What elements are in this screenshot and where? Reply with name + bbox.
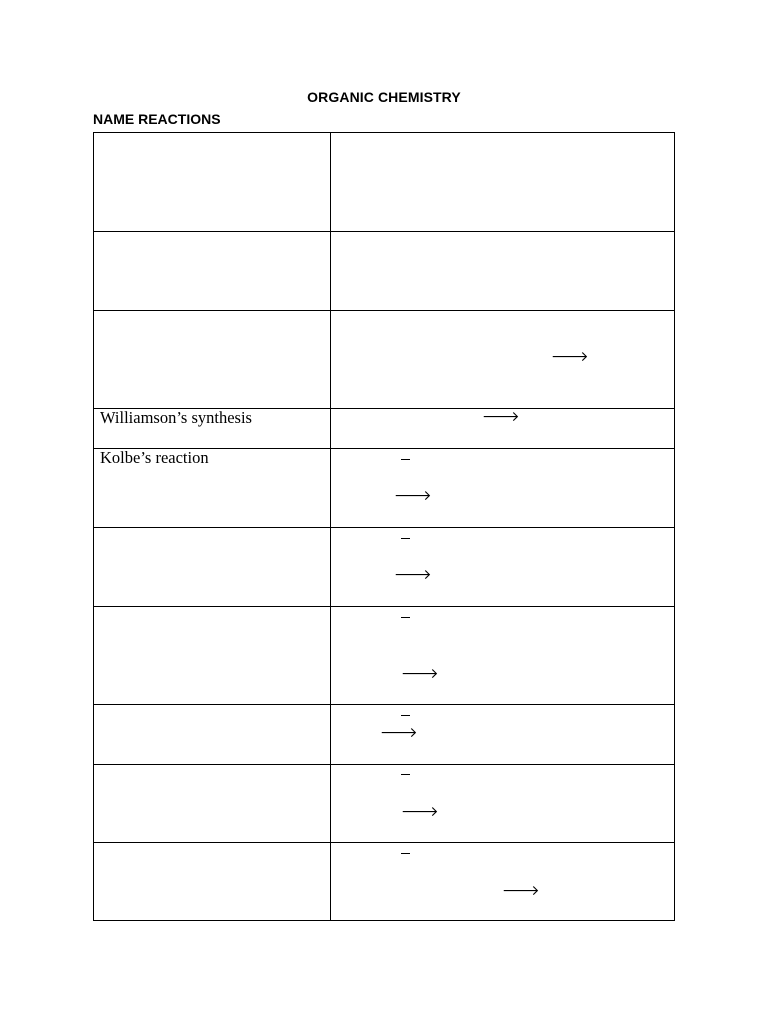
section-heading: NAME REACTIONS [93,111,221,127]
reaction-arrow-icon: 🡒 [502,883,540,899]
minus-sign-icon [401,538,410,539]
reaction-arrow-icon: 🡒 [380,725,418,741]
name-reactions-table [93,132,675,921]
row-divider [94,310,674,311]
reaction-arrow-icon: 🡒 [394,567,432,583]
row-divider [94,764,674,765]
reaction-arrow-icon: 🡒 [482,409,520,425]
row-divider [94,527,674,528]
minus-sign-icon [401,617,410,618]
document-title: ORGANIC CHEMISTRY [307,89,461,105]
reaction-arrow-icon: 🡒 [551,349,589,365]
row-divider [94,231,674,232]
reaction-arrow-icon: 🡒 [401,666,439,682]
reaction-arrow-icon: 🡒 [394,488,432,504]
minus-sign-icon [401,774,410,775]
reaction-name-kolbe: Kolbe’s reaction [100,448,209,467]
reaction-arrow-icon: 🡒 [401,804,439,820]
minus-sign-icon [401,459,410,460]
minus-sign-icon [401,715,410,716]
row-divider [94,842,674,843]
row-divider [94,704,674,705]
reaction-name-williamson: Williamson’s synthesis [100,408,252,427]
row-divider [94,606,674,607]
minus-sign-icon [401,853,410,854]
